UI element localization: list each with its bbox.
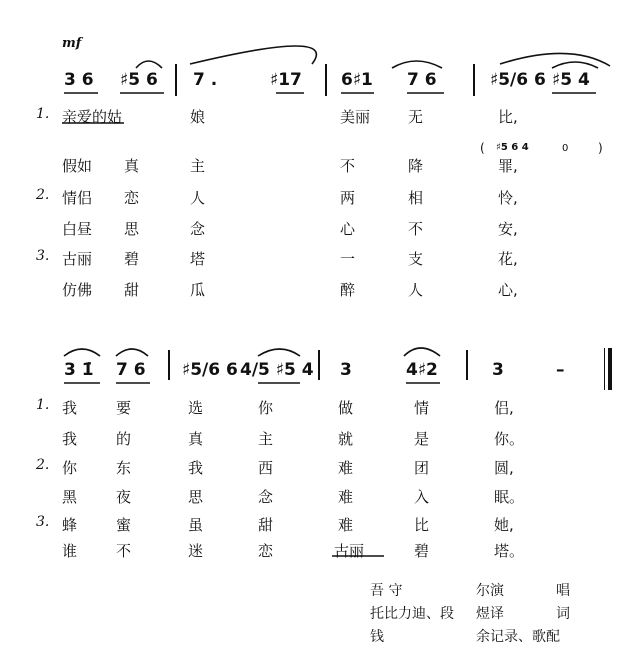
lyric-cell: 仿佛 (62, 281, 93, 299)
lyric-cell: 难 (338, 459, 354, 477)
lyric-cell: 念 (258, 488, 274, 506)
lyric-cell: 古丽 (62, 250, 93, 268)
paren-notes: ♯5 6 4 (496, 142, 529, 153)
credit-arranger-name: 钱 (370, 629, 384, 645)
note-group: 7 6 (407, 70, 437, 90)
verse-number: 3. (36, 248, 50, 264)
lyric-cell: 假如 (62, 157, 93, 175)
verse-number: 3. (36, 514, 50, 530)
note-group: 7 . (193, 70, 218, 90)
note-group: ♯5/6 6 (490, 70, 546, 90)
lyric-cell: 西 (258, 459, 274, 477)
lyric-cell: 恋 (258, 542, 274, 560)
note-group: 6♯1 (341, 70, 373, 90)
lyric-cell: 要 (116, 399, 132, 417)
lyric-cell: 人 (408, 281, 424, 299)
lyric-cell: 真 (124, 157, 140, 175)
note-group: 3 (492, 360, 504, 380)
lyric-cell: 东 (116, 459, 132, 477)
lyric-cell: 选 (188, 399, 204, 417)
lyric-cell: 比 (414, 516, 430, 534)
lyric-cell: 美丽 (340, 108, 371, 126)
lyric-cell: 白昼 (62, 220, 93, 238)
lyric-cell: 情 (414, 399, 430, 417)
credit-lyrics-name: 托比力迪、段 (370, 606, 454, 622)
lyric-cell: 心, (498, 281, 518, 299)
lyric-cell: 不 (408, 220, 424, 238)
note-group: 4/5 ♯5 4 (240, 360, 314, 380)
lyric-cell: 你 (62, 459, 78, 477)
lyric-cell: 她, (494, 516, 514, 534)
lyric-cell: 恋 (124, 189, 140, 207)
lyric-cell: 的 (116, 430, 132, 448)
lyric-cell: 花, (498, 250, 518, 268)
lyric-cell: 人 (190, 189, 206, 207)
lyric-cell: 支 (408, 250, 424, 268)
note-group: 3 1̇ (64, 360, 94, 380)
lyric-cell: 就 (338, 430, 354, 448)
lyric-cell: 谁 (62, 542, 78, 560)
lyric-cell: 入 (414, 488, 430, 506)
lyric-cell: 迷 (188, 542, 204, 560)
note-group: ♯5 6 (120, 70, 158, 90)
lyric-cell: 塔 (190, 250, 206, 268)
note-group: 4♯2 (406, 360, 438, 380)
lyric-cell: 醉 (340, 281, 356, 299)
lyric-cell: 碧 (124, 250, 140, 268)
lyric-cell: 古丽 (334, 542, 365, 560)
verse-number: 1. (36, 106, 50, 122)
lyric-cell: 思 (124, 220, 140, 238)
lyric-cell: 难 (338, 488, 354, 506)
credit-lyrics-role: 煜译 (476, 606, 504, 622)
lyric-cell: 蜜 (116, 516, 132, 534)
note-group: 7 6 (116, 360, 146, 380)
lyric-cell: 蜂 (62, 516, 78, 534)
lyric-cell: 是 (414, 430, 430, 448)
verse-number: 2. (36, 187, 50, 203)
lyric-cell: 念 (190, 220, 206, 238)
lyric-cell: 团 (414, 459, 430, 477)
lyric-cell: 黑 (62, 488, 78, 506)
lyric-cell: 甜 (258, 516, 274, 534)
lyric-cell: 比, (498, 108, 518, 126)
lyric-cell: 怜, (498, 189, 518, 207)
dynamics-marking: mf (62, 36, 82, 51)
note-group: ♯5 4 (552, 70, 590, 90)
lyric-cell: 主 (258, 430, 274, 448)
lyric-cell: 塔。 (494, 542, 525, 560)
lyric-cell: 无 (408, 108, 424, 126)
verse-number: 1. (36, 397, 50, 413)
paren-open: ( (480, 141, 485, 155)
lyric-cell: 主 (190, 157, 206, 175)
lyric-cell: 娘 (190, 108, 206, 126)
lyric-cell: 亲爱的姑 (62, 108, 123, 126)
lyric-cell: 虽 (188, 516, 204, 534)
lyric-cell: 不 (340, 157, 356, 175)
lyric-cell: 一 (340, 250, 356, 268)
lyric-cell: 瓜 (190, 281, 206, 299)
note-group: 3 6 (64, 70, 94, 90)
lyric-cell: 降 (408, 157, 424, 175)
lyric-cell: 难 (338, 516, 354, 534)
lyric-cell: 不 (116, 542, 132, 560)
lyric-cell: 心 (340, 220, 356, 238)
note-group: ♯17 (270, 70, 302, 90)
credit-performer-role: 尔演 (476, 583, 504, 599)
lyric-cell: 安, (498, 220, 518, 238)
paren-rest: 0 (562, 143, 569, 154)
note-group: ♯5/6 6 (182, 360, 238, 380)
lyric-cell: 两 (340, 189, 356, 207)
lyric-cell: 罪, (498, 157, 518, 175)
lyric-cell: 你 (258, 399, 274, 417)
lyric-cell: 我 (62, 399, 78, 417)
lyric-cell: 碧 (414, 542, 430, 560)
lyric-cell: 情侣 (62, 189, 93, 207)
credit-lyrics-suffix: 词 (556, 606, 570, 622)
lyric-cell: 相 (408, 189, 424, 207)
lyric-cell: 甜 (124, 281, 140, 299)
lyric-cell: 思 (188, 488, 204, 506)
lyric-cell: 真 (188, 430, 204, 448)
note-group: 3 (340, 360, 352, 380)
note-group: – (556, 360, 565, 380)
lyric-cell: 圆, (494, 459, 514, 477)
lyric-cell: 我 (188, 459, 204, 477)
lyric-cell: 我 (62, 430, 78, 448)
lyric-cell: 做 (338, 399, 354, 417)
credit-performer-name: 吾 守 (370, 583, 403, 599)
lyric-cell: 侣, (494, 399, 514, 417)
paren-close: ) (598, 141, 603, 155)
credit-arranger-role: 余记录、歌配 (476, 629, 560, 645)
lyric-cell: 夜 (116, 488, 132, 506)
verse-number: 2. (36, 457, 50, 473)
lyric-cell: 你。 (494, 430, 525, 448)
lyric-cell: 眠。 (494, 488, 525, 506)
credit-performer-suffix: 唱 (556, 583, 570, 599)
